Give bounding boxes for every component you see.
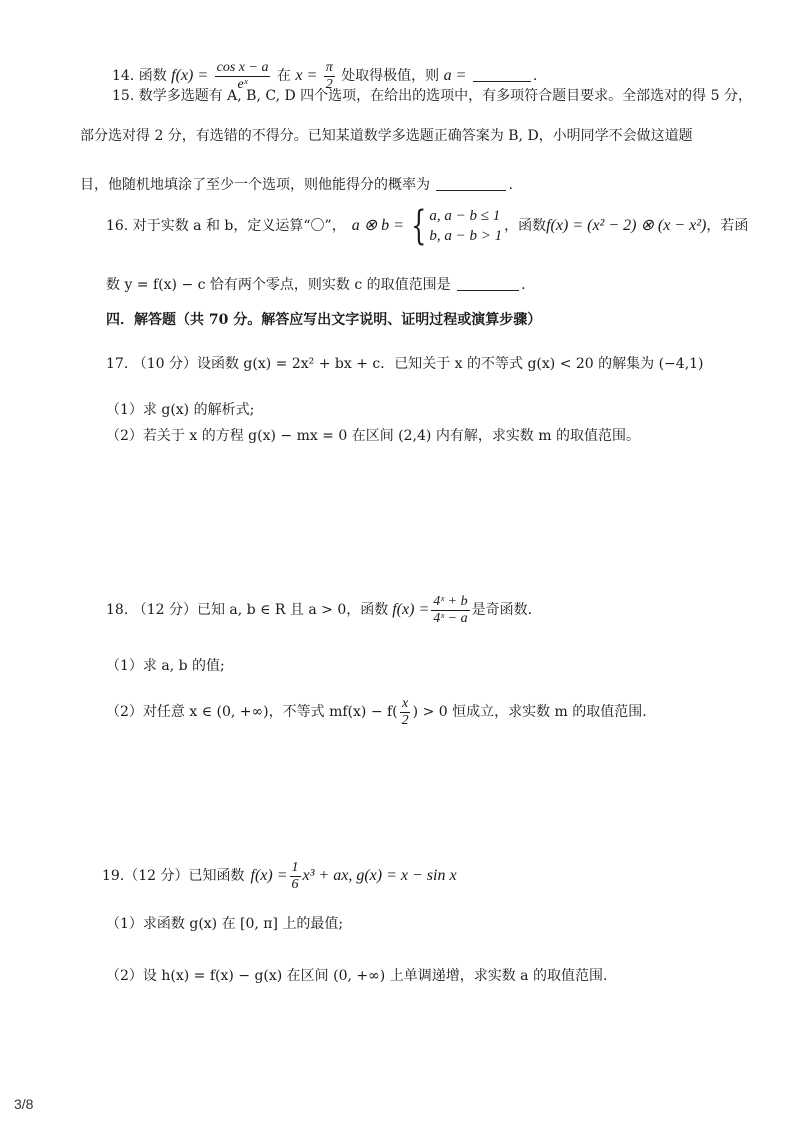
q19-fraction: $\frac{1}{6}$ bbox=[291, 859, 299, 892]
question-19-part-1: （1）求函数 g(x) 在 [0, π] 上的最值; bbox=[106, 916, 344, 932]
question-18-part-2: （2）对任意 x ∈ (0, +∞)，不等式 mf(x) − f( $\frac{x}{2}$ ) > 0 恒成立，求实数 m 的取值范围. bbox=[106, 695, 647, 728]
question-18: 18. （12 分）已知 a, b ∈ R 且 a > 0，函数 f(x) = $\frac{\text{4ˣ + b}}{\text{4ˣ − a}}$ 是奇函数. bbox=[106, 593, 533, 626]
answer-blank-15 bbox=[436, 176, 506, 191]
question-19: 19.（12 分）已知函数 f(x) = $\frac{1}{6}$ x³ + ax, g(x) = x − sin x bbox=[102, 859, 457, 892]
question-15-line-2: 部分选对得 2 分，有选错的不得分。已知某道数学多选题正确答案为 B, D，小明同学不会做这道题 bbox=[80, 128, 693, 144]
question-16-line-1: 16. 对于实数 a 和 b，定义运算“〇”， a ⊗ b = { a, a − b ≤ 1 b, a − b > 1 ，函数 f(x) = (x² − 2) ⊗ (x − x²) ，若函 bbox=[106, 203, 749, 249]
section-heading: 四．解答题（共 70 分。解答应写出文字说明、证明过程或演算步骤） bbox=[106, 312, 542, 328]
q14-pi-fraction: $\frac{\pi}{2}$ bbox=[325, 59, 333, 92]
question-18-part-1: （1）求 a, b 的值; bbox=[106, 658, 225, 674]
answer-blank-16 bbox=[457, 276, 519, 291]
question-16-line-2: 数 y = f(x) − c 恰有两个零点，则实数 c 的取值范围是 . bbox=[106, 277, 526, 293]
question-15-line-1: 15. 数学多选题有 A, B, C, D 四个选项，在给出的选项中，有多项符合题目要求。全部选对的得 5 分， bbox=[112, 88, 752, 104]
piecewise-definition: { a, a − b ≤ 1 b, a − b > 1 bbox=[410, 203, 503, 249]
q14-fraction: $\frac{\text{cos x − a}}{\text{eˣ}}$ bbox=[216, 59, 269, 92]
question-17-part-2: （2）若关于 x 的方程 g(x) − mx = 0 在区间 (2,4) 内有解，求实数 m 的取值范围。 bbox=[106, 428, 640, 444]
question-19-part-2: （2）设 h(x) = f(x) − g(x) 在区间 (0, +∞) 上单调递增，求实数 a 的取值范围. bbox=[106, 968, 608, 984]
q18-half-fraction: $\frac{x}{2}$ bbox=[401, 695, 409, 728]
question-14: 14. 函数 f(x) = $\frac{\text{cos x − a}}{\text{eˣ}}$ 在 x = $\frac{\pi}{2}$ 处取得极值，则 a = . bbox=[112, 59, 538, 92]
page-number: 3/8 bbox=[14, 1096, 34, 1112]
q14-function: f(x) = bbox=[171, 67, 209, 84]
question-17: 17. （10 分）设函数 g(x) = 2x² + bx + c．已知关于 x 的不等式 g(x) < 20 的解集为 (−4,1) bbox=[106, 356, 704, 372]
question-17-part-1: （1）求 g(x) 的解析式; bbox=[106, 402, 255, 418]
answer-blank-14 bbox=[473, 67, 531, 82]
q18-fraction: $\frac{\text{4ˣ + b}}{\text{4ˣ − a}}$ bbox=[433, 593, 468, 626]
question-15-line-3: 目，他随机地填涂了至少一个选项，则他能得分的概率为 . bbox=[80, 177, 513, 193]
q14-number: 14. bbox=[112, 68, 135, 84]
left-brace: { bbox=[410, 203, 427, 249]
